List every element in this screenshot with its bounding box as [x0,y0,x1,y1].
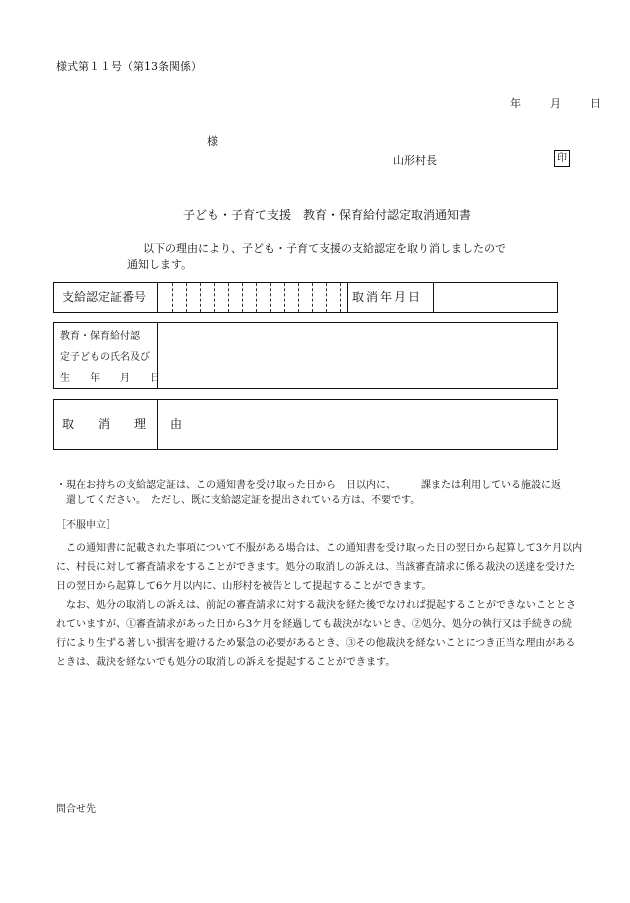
digit-divider [340,283,341,312]
cancel-date-label: 取消年月日 [348,283,434,312]
recipient-honorific: 様 [207,135,218,148]
digit-divider [312,283,313,312]
appeal-line: 行により生ずる著しい損害を避けるため緊急の必要があるとき、③その他裁決を経ないことにつき正当な理由がある [56,638,576,649]
cancel-reason-label: 取 消 理 由 [54,400,158,449]
child-name-dob-label [54,323,158,388]
seal-box: 印 [554,150,570,167]
date-line [510,95,601,111]
appeal-line: この通知書に記載された事項について不服がある場合は、この通知書を受け取った日の翌日から起算して3ケ月以内 [56,543,583,554]
appeal-line: ときは、裁決を経ないでも処分の取消しの訴えを提起することができます。 [56,657,396,668]
appeal-line: なお、処分の取消しの訴えは、前記の審査請求に対する裁決を経た後でなければ提起することができないこととさ [56,600,576,611]
digit-divider [172,283,173,312]
digit-divider [186,283,187,312]
date-month: 月 [550,97,561,110]
form-number: 様式第１１号（第13条関係） [56,60,202,73]
digit-divider [270,283,271,312]
return-note-line-1: ・現在お持ちの支給認定証は、この通知書を受け取った日から 日以内に、 課または利用している施設に返 [56,480,561,491]
issuer-name: 山形村長 [393,154,437,167]
digit-divider [298,283,299,312]
digit-divider [200,283,201,312]
appeal-heading: ［不服申立］ [56,520,116,531]
appeal-line: れていますが、①審査請求があった日から3ケ月を経過しても裁決がないとき、②処分、処分の執行又は手続きの続 [56,619,572,630]
certificate-number-table [53,282,558,313]
child-label-line-1: 教育・保育給付認 [60,331,140,342]
child-label-line-2: 定子どもの氏名及び [60,352,150,363]
cert-number-label: 支給認定証番号 [54,283,158,312]
intro-line-1: 以下の理由により、子ども・子育て支援の支給認定を取り消しましたので [143,242,506,255]
appeal-line: に、村長に対して審査請求をすることができます。処分の取消しの訴えは、当該審査請求に係る裁決の送達を受けた [56,562,576,573]
digit-divider [284,283,285,312]
document-title: 子ども・子育て支援 教育・保育給付認定取消通知書 [183,208,472,222]
digit-divider [242,283,243,312]
cancel-reason-table [53,399,558,450]
date-day: 日 [590,97,601,110]
intro-line-2: 通知します。 [127,258,193,271]
digit-divider [256,283,257,312]
return-note-line-2: 還してください。 ただし、既に支給認定証を提出されている方は、不要です。 [66,495,421,506]
inquiry-label: 問合せ先 [56,804,96,815]
digit-divider [228,283,229,312]
child-label-line-3: 生 年 月 日 [60,373,160,384]
digit-divider [214,283,215,312]
digit-divider [326,283,327,312]
date-year: 年 [510,97,521,110]
child-info-table [53,322,558,389]
appeal-line: 日の翌日から起算して6ケ月以内に、山形村を被告として提起することができます。 [56,581,432,592]
